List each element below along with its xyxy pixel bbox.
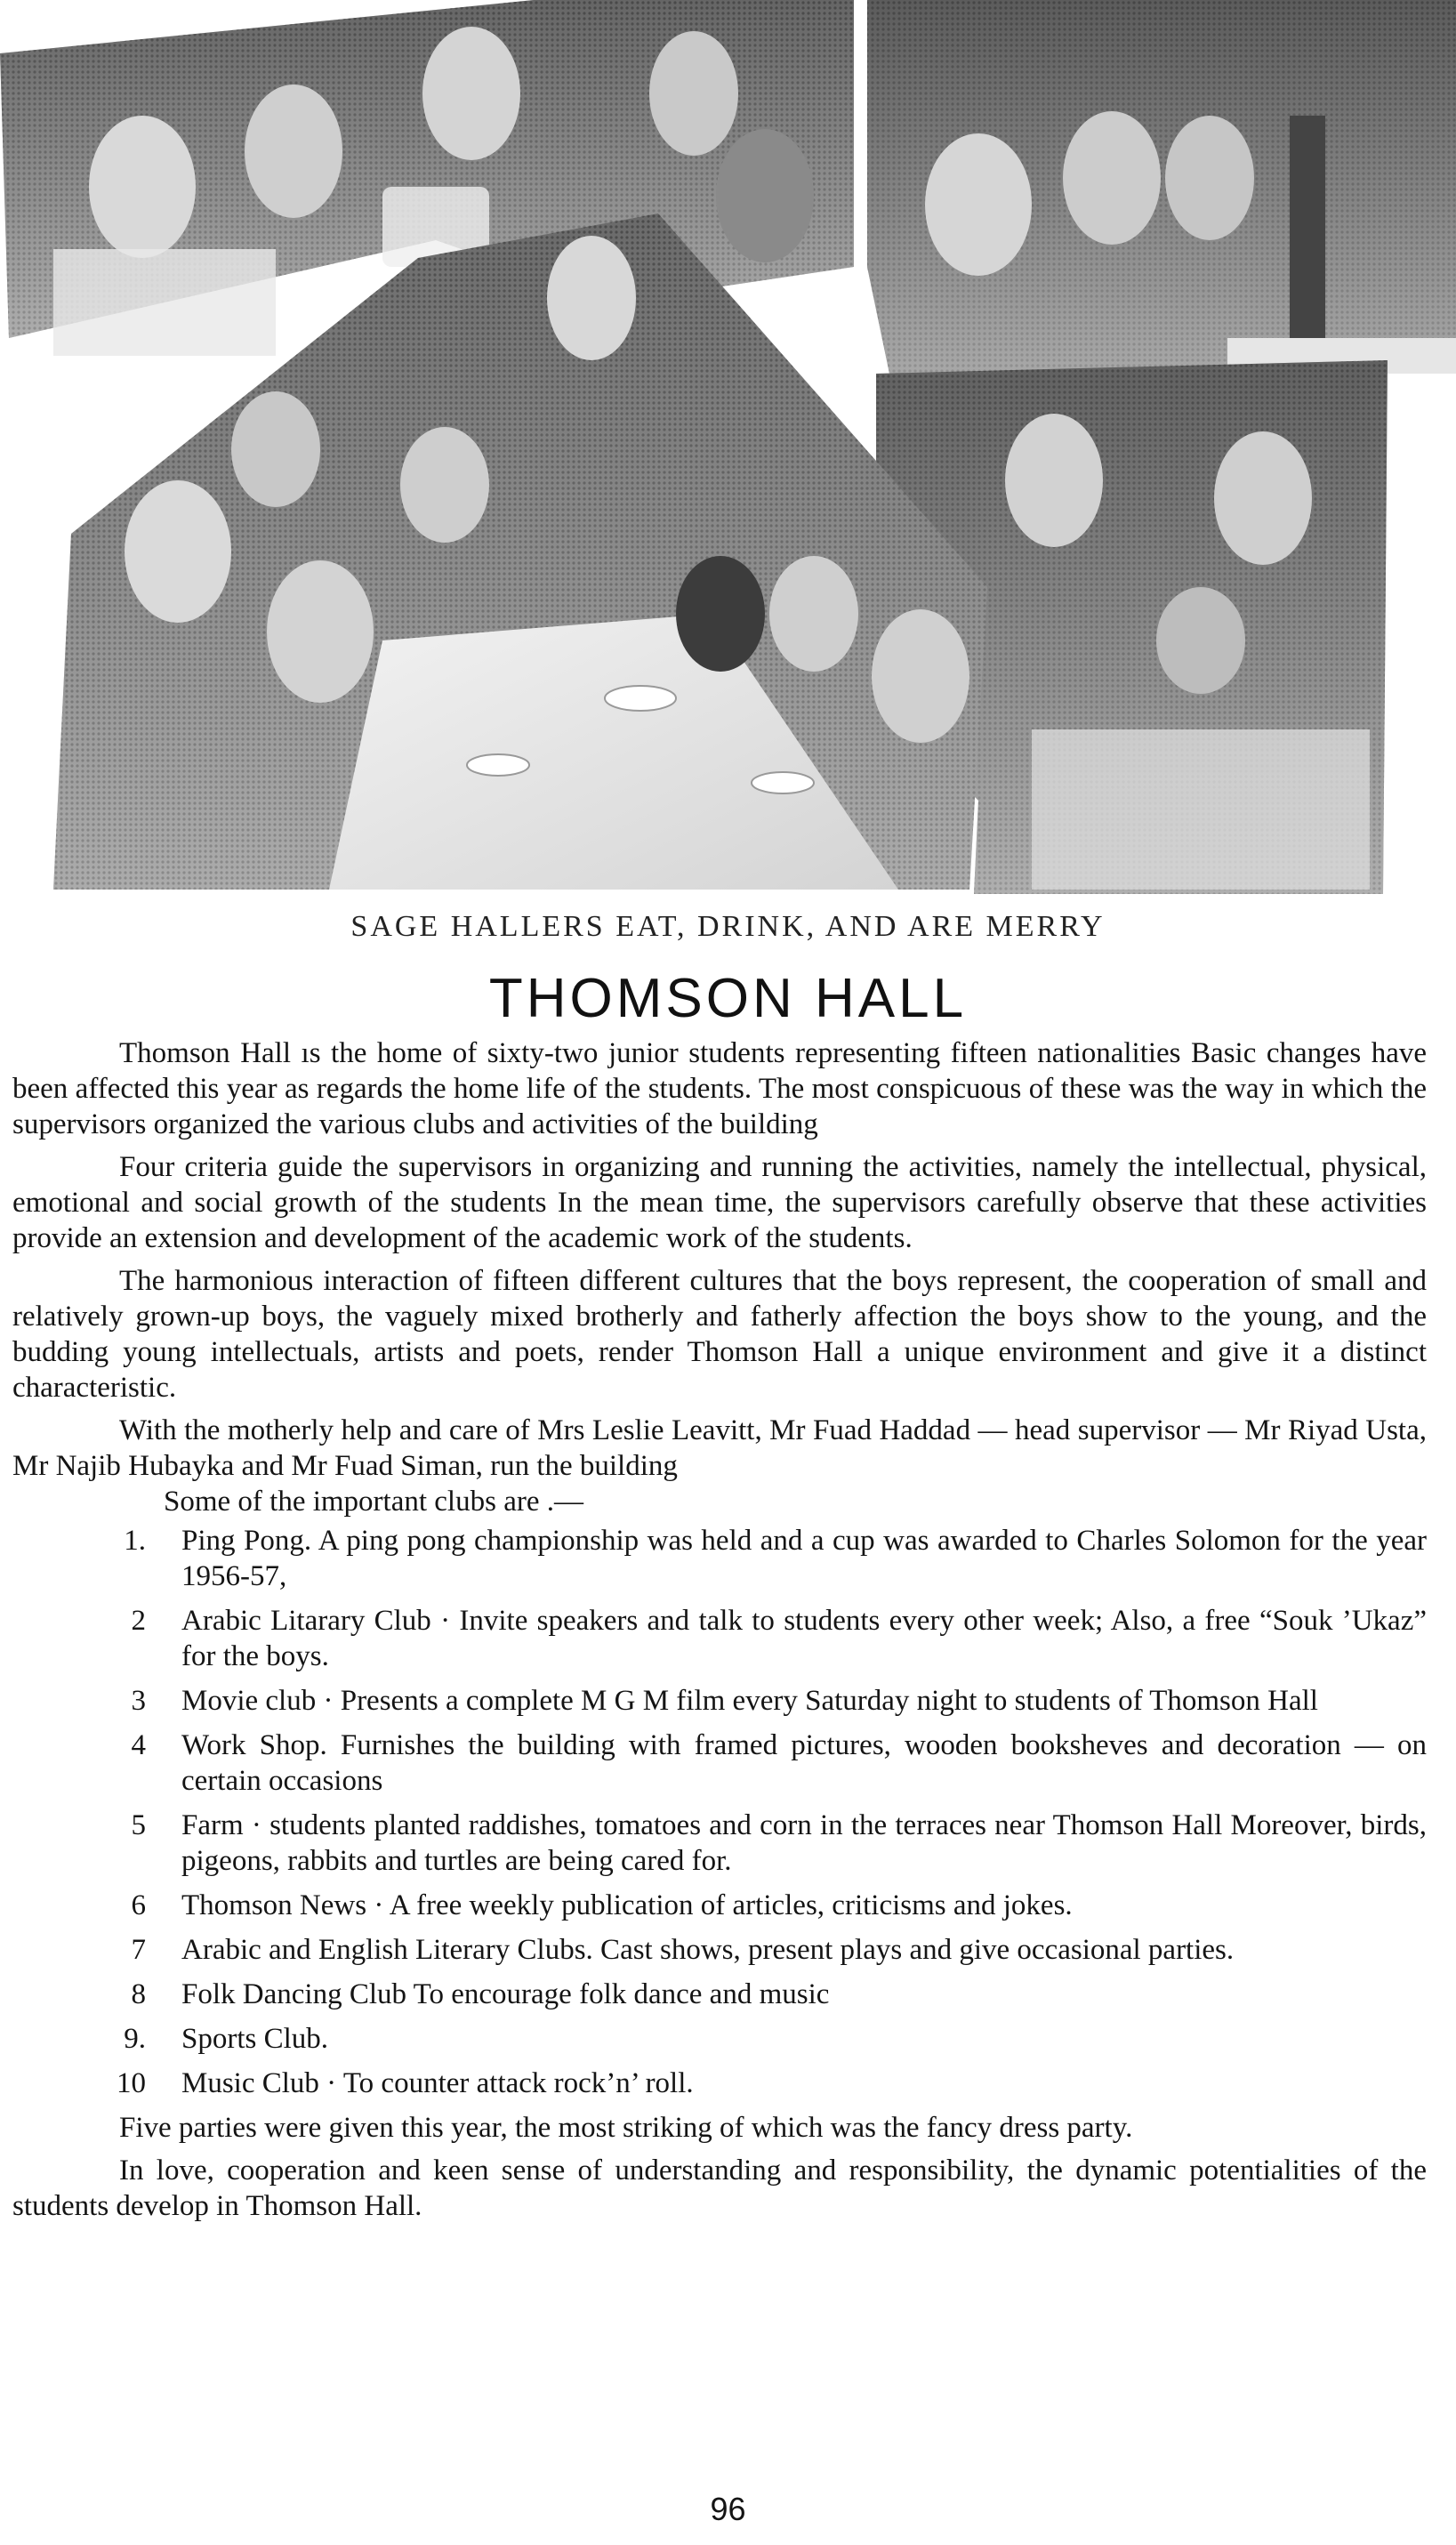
list-number: 9. bbox=[124, 2023, 146, 2055]
list-item bbox=[12, 2066, 1427, 2101]
closing-paragraph: Five parties were given this year, the most striking of which was the fancy dress party. bbox=[119, 2112, 1133, 2144]
list-item bbox=[12, 1977, 1427, 2012]
clubs-intro: Some of the important clubs are .— bbox=[164, 1486, 583, 1518]
paragraph: Thomson Hall ıs the home of sixty-two junior students representing fifteen nationalities Basic changes have been affected this year as regards the home life of the students. The most conspicuous of these was the way in which the supervisors organized the various clubs and activities of the building bbox=[12, 1037, 1427, 1140]
list-item bbox=[12, 1603, 1427, 1674]
list-text: Work Shop. Furnishes the building with framed pictures, wooden booksheves and decoration — on certain occasions bbox=[181, 1729, 1427, 1797]
list-text: Thomson News · A free weekly publication of articles, criticisms and jokes. bbox=[181, 1889, 1073, 1921]
list-text: Arabic and English Literary Clubs. Cast shows, present plays and give occasional parties. bbox=[181, 1934, 1235, 1966]
list-item bbox=[12, 1728, 1427, 1799]
closing-paragraph: In love, cooperation and keen sense of understanding and responsibility, the dynamic potentialities of the students develop in Thomson Hall. bbox=[12, 2154, 1427, 2222]
list-number: 2 bbox=[131, 1605, 146, 1637]
article-body bbox=[12, 1035, 1427, 2231]
list-number: 10 bbox=[117, 2067, 146, 2099]
list-number: 4 bbox=[131, 1729, 146, 1761]
list-text: Sports Club. bbox=[181, 2023, 329, 2055]
list-item bbox=[12, 1888, 1427, 1923]
list-text: Movie club · Presents a complete M G M film every Saturday night to students of Thomson Hall bbox=[181, 1685, 1318, 1717]
list-item bbox=[12, 1523, 1427, 1594]
list-number: 1. bbox=[124, 1525, 146, 1557]
list-number: 7 bbox=[131, 1934, 146, 1966]
list-number: 3 bbox=[131, 1685, 146, 1717]
photo-collage bbox=[0, 0, 1456, 903]
paragraph: Four criteria guide the supervisors in organizing and running the activities, namely the intellectual, physical, emotional and social growth of the students In the mean time, the supervisors carefully observe that these activities provide an extension and development of the academic work of the students. bbox=[12, 1151, 1427, 1254]
list-text: Folk Dancing Club To encourage folk dance and music bbox=[181, 1978, 830, 2010]
photo-top-right bbox=[867, 0, 1456, 418]
photo-caption: SAGE HALLERS EAT, DRINK, AND ARE MERRY bbox=[350, 910, 1106, 943]
list-text: Music Club · To counter attack rock’n’ roll. bbox=[181, 2067, 694, 2099]
list-number: 8 bbox=[131, 1978, 146, 2010]
list-item bbox=[12, 1808, 1427, 1879]
list-item bbox=[12, 2021, 1427, 2057]
page-number: 96 bbox=[710, 2491, 746, 2527]
list-number: 6 bbox=[131, 1889, 146, 1921]
list-text: Farm · students planted raddishes, tomatoes and corn in the terraces near Thomson Hall Moreover, birds, pigeons, rabbits and turtles are being cared for. bbox=[181, 1809, 1427, 1877]
paragraph: The harmonious interaction of fifteen different cultures that the boys represent, the cooperation of small and relatively grown-up boys, the vaguely mixed brotherly and fatherly affection the boys show to the young, and the budding young intellectuals, artists and poets, render Thomson Hall a unique environment and give it a distinct characteristic. bbox=[12, 1265, 1427, 1404]
paragraph: With the motherly help and care of Mrs Leslie Leavitt, Mr Fuad Haddad — head supervisor — Mr Riyad Usta, Mr Najib Hubayka and Mr Fuad Siman, run the building bbox=[12, 1414, 1427, 1482]
page-title: THOMSON HALL bbox=[488, 968, 968, 1029]
list-text: Arabic Litarary Club · Invite speakers and talk to students every other week; Also, a free “Souk ’Ukaz” for the boys. bbox=[181, 1605, 1427, 1672]
list-item bbox=[12, 1932, 1427, 1968]
list-item bbox=[12, 1683, 1427, 1719]
list-number: 5 bbox=[131, 1809, 146, 1841]
list-text: Ping Pong. A ping pong championship was held and a cup was awarded to Charles Solomon for the year 1956-57, bbox=[181, 1525, 1427, 1592]
clubs-list bbox=[12, 1523, 1427, 2101]
